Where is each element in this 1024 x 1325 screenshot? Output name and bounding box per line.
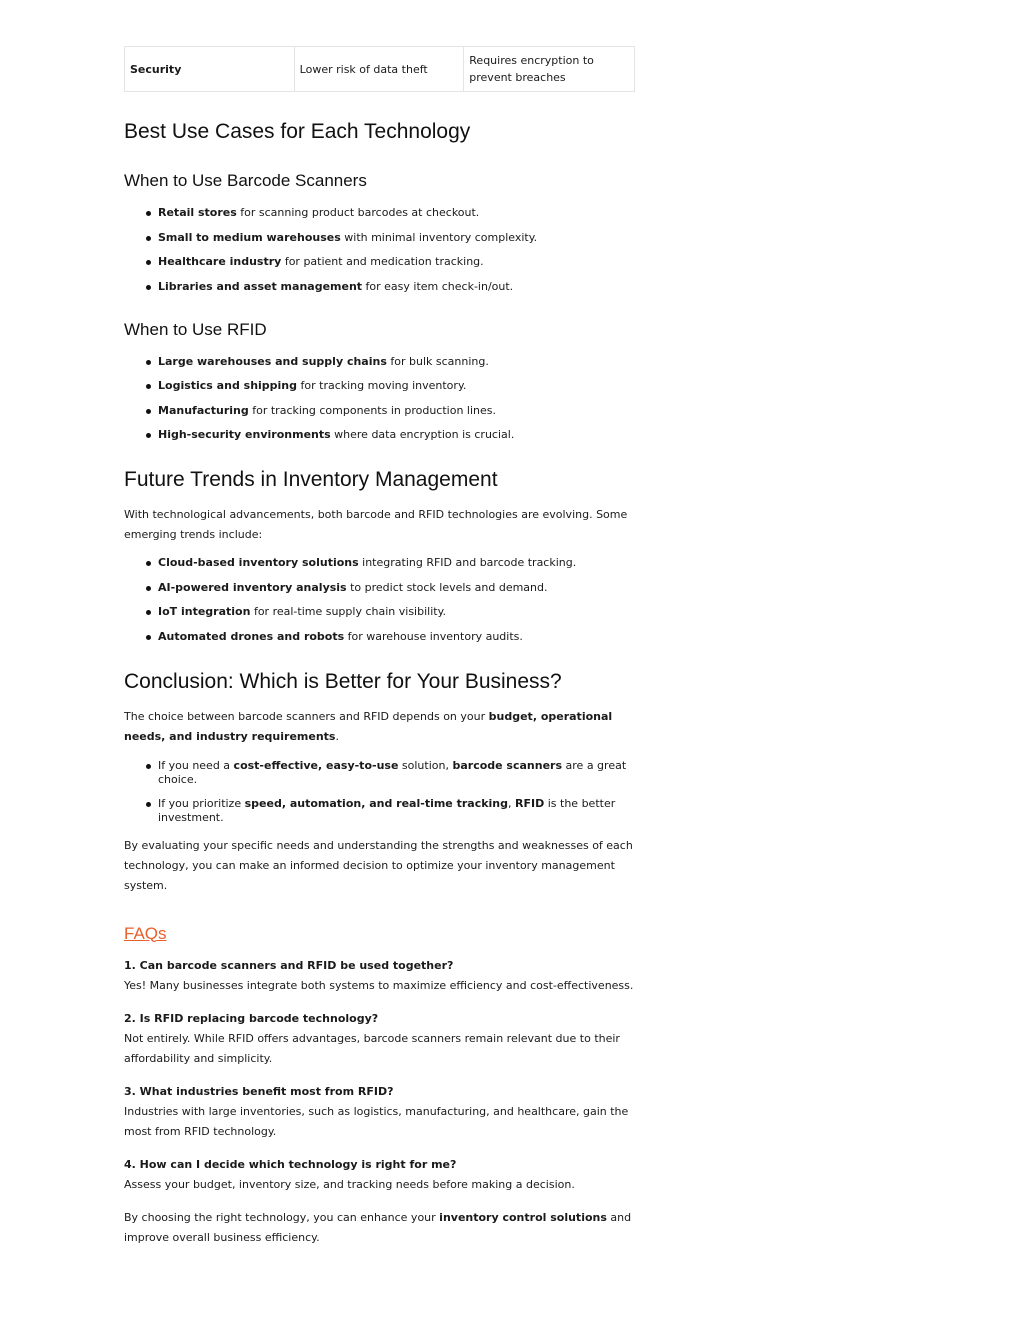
rfid-use-list: [124, 355, 636, 443]
article-body: [124, 46, 636, 1248]
list-item: High-security environments where data encryption is crucial.: [158, 428, 636, 442]
faq-question: 4. How can I decide which technology is right for me?: [124, 1157, 457, 1171]
best-use-heading: Best Use Cases for Each Technology: [124, 120, 471, 143]
list-item: Libraries and asset management for easy item check-in/out.: [158, 280, 636, 294]
future-trends-list: [124, 556, 636, 644]
list-item: Large warehouses and supply chains for bulk scanning.: [158, 355, 636, 369]
barcode-use-list: [124, 206, 636, 294]
faq-question: 2. Is RFID replacing barcode technology?: [124, 1011, 379, 1025]
faq-answer: Industries with large inventories, such as logistics, manufacturing, and healthcare, gain the most from RFID technology.: [124, 1104, 629, 1138]
faq-question: 1. Can barcode scanners and RFID be used together?: [124, 958, 454, 972]
barcode-use-heading: When to Use Barcode Scanners: [124, 171, 367, 190]
list-item: AI-powered inventory analysis to predict stock levels and demand.: [158, 581, 636, 595]
list-item: Automated drones and robots for warehouse inventory audits.: [158, 630, 636, 644]
faq-answer: Not entirely. While RFID offers advantages, barcode scanners remain relevant due to their affordability and simplicity.: [124, 1031, 620, 1065]
faq-item: [124, 956, 636, 996]
table-cell-rfid: Requires encryption to prevent breaches: [464, 47, 635, 92]
list-item: Small to medium warehouses with minimal inventory complexity.: [158, 231, 636, 245]
conclusion-list: [124, 759, 636, 826]
conclusion-heading: Conclusion: Which is Better for Your Business?: [124, 669, 562, 693]
table-cell-barcode: Lower risk of data theft: [294, 47, 464, 92]
list-item: If you prioritize speed, automation, and real-time tracking, RFID is the better investment.: [158, 797, 636, 825]
rfid-use-heading: When to Use RFID: [124, 319, 267, 339]
closing-paragraph: By choosing the right technology, you can enhance your inventory control solutions and improve overall business efficiency.: [124, 1210, 632, 1244]
faqs-heading-link[interactable]: FAQs: [124, 923, 167, 943]
conclusion-outro: By evaluating your specific needs and understanding the strengths and weaknesses of each technology, you can make an informed decision to optimize your inventory management system.: [124, 838, 633, 892]
list-item: Healthcare industry for patient and medication tracking.: [158, 255, 636, 269]
list-item: Retail stores for scanning product barcodes at checkout.: [158, 206, 636, 220]
list-item: Cloud-based inventory solutions integrating RFID and barcode tracking.: [158, 556, 636, 570]
comparison-table: [124, 46, 635, 92]
list-item: Logistics and shipping for tracking moving inventory.: [158, 379, 636, 393]
faq-item: [124, 1082, 636, 1142]
conclusion-intro: The choice between barcode scanners and RFID depends on your budget, operational needs, and industry requirements.: [124, 709, 613, 743]
faq-answer: Yes! Many businesses integrate both systems to maximize efficiency and cost-effectiveness.: [124, 978, 634, 992]
future-trends-heading: Future Trends in Inventory Management: [124, 468, 498, 491]
faq-question: 3. What industries benefit most from RFID?: [124, 1084, 394, 1098]
table-cell-feature: Security: [125, 47, 295, 92]
future-trends-intro: With technological advancements, both barcode and RFID technologies are evolving. Some emerging trends include:: [124, 508, 628, 541]
faq-answer: Assess your budget, inventory size, and tracking needs before making a decision.: [124, 1177, 575, 1191]
table-row: [125, 47, 635, 92]
list-item: If you need a cost-effective, easy-to-use solution, barcode scanners are a great choice.: [158, 759, 636, 787]
faq-item: [124, 1009, 636, 1069]
list-item: Manufacturing for tracking components in production lines.: [158, 404, 636, 418]
list-item: IoT integration for real-time supply chain visibility.: [158, 605, 636, 619]
faq-item: [124, 1155, 636, 1195]
